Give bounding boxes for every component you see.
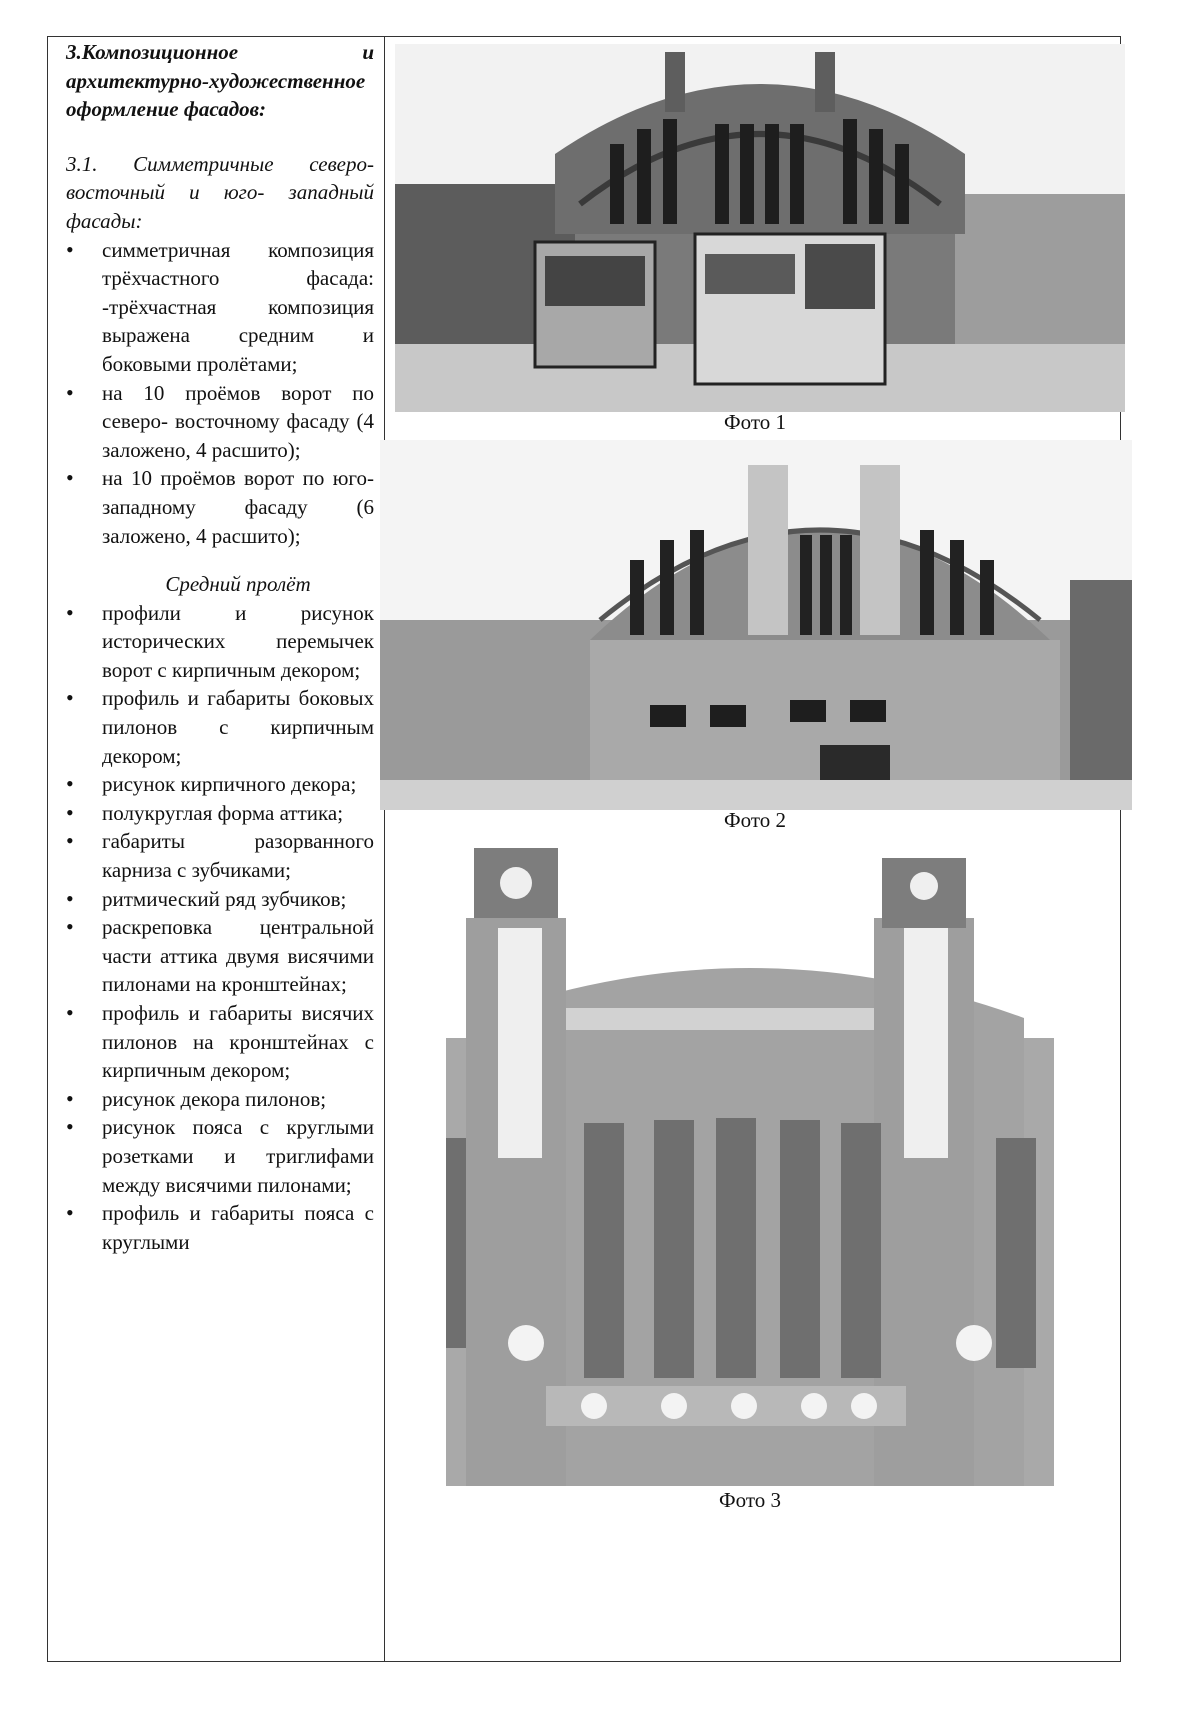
section-heading: 3.Композиционное и архитектурно-художественное оформление фасадов: (66, 40, 374, 122)
list-item: • ритмический ряд зубчиков; (66, 885, 374, 914)
list-item: • раскреповка центральной части аттика двумя висячими пилонами на кронштейнах; (66, 913, 374, 999)
photo-3 (446, 838, 1054, 1486)
list-item: • на 10 проёмов ворот по юго- западному фасаду (6 заложено, 4 расшито); (66, 464, 374, 550)
subsection-heading: 3.1. Симметричные северо-восточный и юго- западный фасады: (66, 151, 374, 233)
list-item: • на 10 проёмов ворот по северо- восточному фасаду (4 заложено, 4 расшито); (66, 379, 374, 465)
photo-1-caption: Фото 1 (724, 410, 786, 434)
list-item: • рисунок декора пилонов; (66, 1085, 374, 1114)
facade-bullets (66, 236, 374, 551)
middle-span-title: Средний пролёт (165, 572, 311, 597)
list-item: • габариты разорванного карниза с зубчиками; (66, 827, 374, 884)
list-item: • профиль и габариты пояса с круглыми (66, 1199, 374, 1256)
list-item: • полукруглая форма аттика; (66, 799, 374, 828)
column-divider (384, 36, 385, 1662)
list-item: • профили и рисунок исторических перемычек ворот с кирпичным декором; (66, 599, 374, 685)
photo-1 (395, 44, 1125, 412)
list-item: • профиль и габариты боковых пилонов с кирпичным декором; (66, 684, 374, 770)
photo-2 (380, 440, 1132, 810)
list-item: • рисунок кирпичного декора; (66, 770, 374, 799)
photo-2-caption: Фото 2 (724, 808, 786, 832)
list-item: • профиль и габариты висячих пилонов на кронштейнах с кирпичным декором; (66, 999, 374, 1085)
middle-span-bullets (66, 599, 374, 1257)
photo-3-caption: Фото 3 (719, 1488, 781, 1512)
list-item: • симметричная композиция трёхчастного фасада: -трёхчастная композиция выражена средним и боковыми пролётами; (66, 236, 374, 379)
left-text-column (66, 36, 374, 1256)
list-item: • рисунок пояса с круглыми розетками и триглифами между висячими пилонами; (66, 1113, 374, 1199)
